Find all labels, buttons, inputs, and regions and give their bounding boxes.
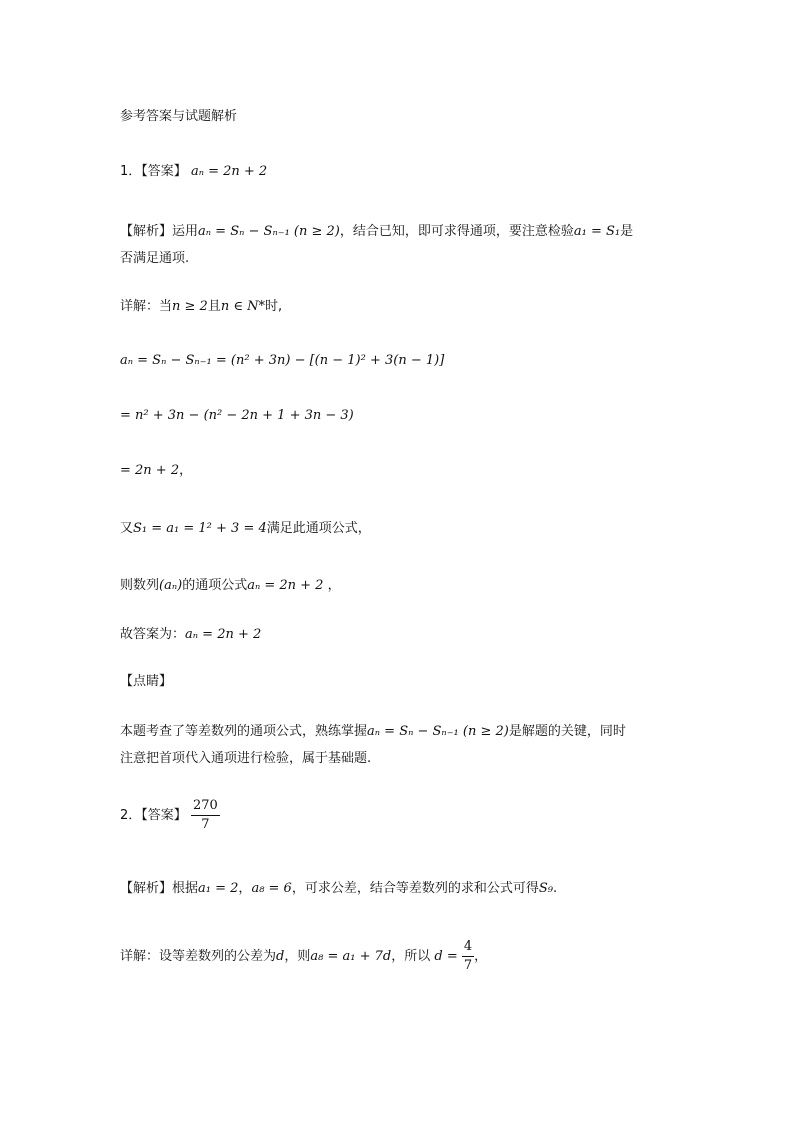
q1-also-suffix: 满足此通项公式，	[266, 521, 371, 536]
q2-d-numerator: 4	[462, 938, 474, 957]
q1-then-mid: 的通项公式	[182, 578, 248, 593]
q2-answer-label: 【答案】	[141, 808, 187, 823]
q2-analysis-mid: ，可求公差，结合等差数列的求和公式可得	[291, 881, 539, 896]
q1-analysis-mid: ，结合已知，即可求得通项，要注意检验	[339, 224, 574, 239]
q2-answer-line	[120, 797, 220, 834]
q2-analysis-line	[120, 880, 557, 898]
q2-analysis-label: 【解析】	[120, 881, 173, 896]
q1-answer-line	[120, 163, 267, 181]
q2-sep: ，	[238, 881, 252, 896]
q1-detail-time: 时,	[264, 299, 283, 314]
q1-then-prefix: 则数列	[120, 578, 160, 593]
q1-also-line	[120, 520, 371, 538]
q1-step3-tail: ，	[179, 463, 193, 478]
q1-step1: aₙ = Sₙ − Sₙ₋₁ = (n² + 3n) − [(n − 1)² + 3(n − 1)]	[120, 353, 445, 368]
q1-number: 1．	[120, 164, 142, 179]
q2-d-denominator: 7	[463, 958, 473, 973]
q2-detail-formula: a₈ = a₁ + 7d	[310, 949, 392, 964]
q1-also-prefix: 又	[120, 521, 134, 536]
q1-answer-formula: aₙ = 2n + 2	[190, 164, 268, 179]
q1-analysis-line1	[120, 223, 633, 241]
q1-detail-cond1: n ≥ 2	[172, 299, 208, 314]
page-title: 参考答案与试题解析	[120, 109, 238, 124]
q1-detail-line	[120, 298, 282, 316]
q1-step3-line	[120, 462, 192, 480]
q2-d-lhs: d =	[434, 949, 458, 964]
q1-comment-formula: aₙ = Sₙ − Sₙ₋₁ (n ≥ 2)	[367, 724, 509, 739]
q1-then-formula: aₙ = 2n + 2	[247, 578, 324, 593]
q1-detail-and: 且	[207, 299, 221, 314]
q2-cond1: a₁ = 2	[198, 881, 239, 896]
q1-comment-line2: 注意把首项代入通项进行检验，属于基础题.	[120, 751, 372, 766]
q1-then-seq: (aₙ)	[159, 578, 183, 593]
q2-answer-denominator: 7	[201, 817, 210, 832]
q2-detail-so: ，所以	[391, 949, 431, 964]
q2-answer-fraction	[191, 797, 220, 834]
q2-analysis-end: .	[552, 881, 558, 896]
q1-analysis-end: 是	[620, 224, 634, 239]
q2-analysis-prefix: 根据	[172, 881, 199, 896]
q1-analysis-formula: aₙ = Sₙ − Sₙ₋₁ (n ≥ 2)	[198, 224, 340, 239]
q2-target: S₉	[538, 881, 553, 896]
q1-comment-prefix: 本题考查了等差数列的通项公式，熟练掌握	[120, 724, 368, 739]
q2-detail-end: ，	[474, 949, 488, 964]
q1-comment-label: 【点睛】	[120, 674, 173, 689]
q2-cond2: a₈ = 6	[251, 881, 292, 896]
q1-then-line	[120, 577, 341, 595]
q2-number: 2．	[120, 808, 142, 823]
q1-comment-line1	[120, 723, 626, 741]
q1-also-formula: S₁ = a₁ = 1² + 3 = 4	[133, 521, 267, 536]
q2-detail-prefix: 详解：设等差数列的公差为	[120, 949, 277, 964]
q1-detail-label: 详解：当	[120, 299, 173, 314]
q2-detail-mid: ，则	[284, 949, 311, 964]
q1-analysis-prefix: 运用	[172, 224, 199, 239]
q1-analysis-check: a₁ = S₁	[573, 224, 621, 239]
q2-d-fraction	[462, 938, 474, 975]
q2-detail-d: d	[276, 949, 285, 964]
q1-step2: = n² + 3n − (n² − 2n + 1 + 3n − 3)	[120, 408, 354, 423]
q1-analysis-line2: 否满足通项.	[120, 251, 190, 266]
q2-answer-numerator: 270	[191, 797, 220, 816]
q1-final-formula: aₙ = 2n + 2	[185, 627, 262, 642]
q1-comment-suffix: 是解题的关键，同时	[508, 724, 626, 739]
q1-final-prefix: 故答案为：	[120, 627, 186, 642]
q1-answer-label: 【答案】	[141, 164, 187, 179]
q1-final-line	[120, 626, 261, 644]
q1-step3: = 2n + 2	[120, 463, 180, 478]
q1-then-suffix: ，	[327, 578, 341, 593]
q1-detail-cond2: n ∈ N*	[220, 299, 265, 314]
q2-detail-line	[120, 938, 487, 975]
q1-analysis-label: 【解析】	[120, 224, 173, 239]
